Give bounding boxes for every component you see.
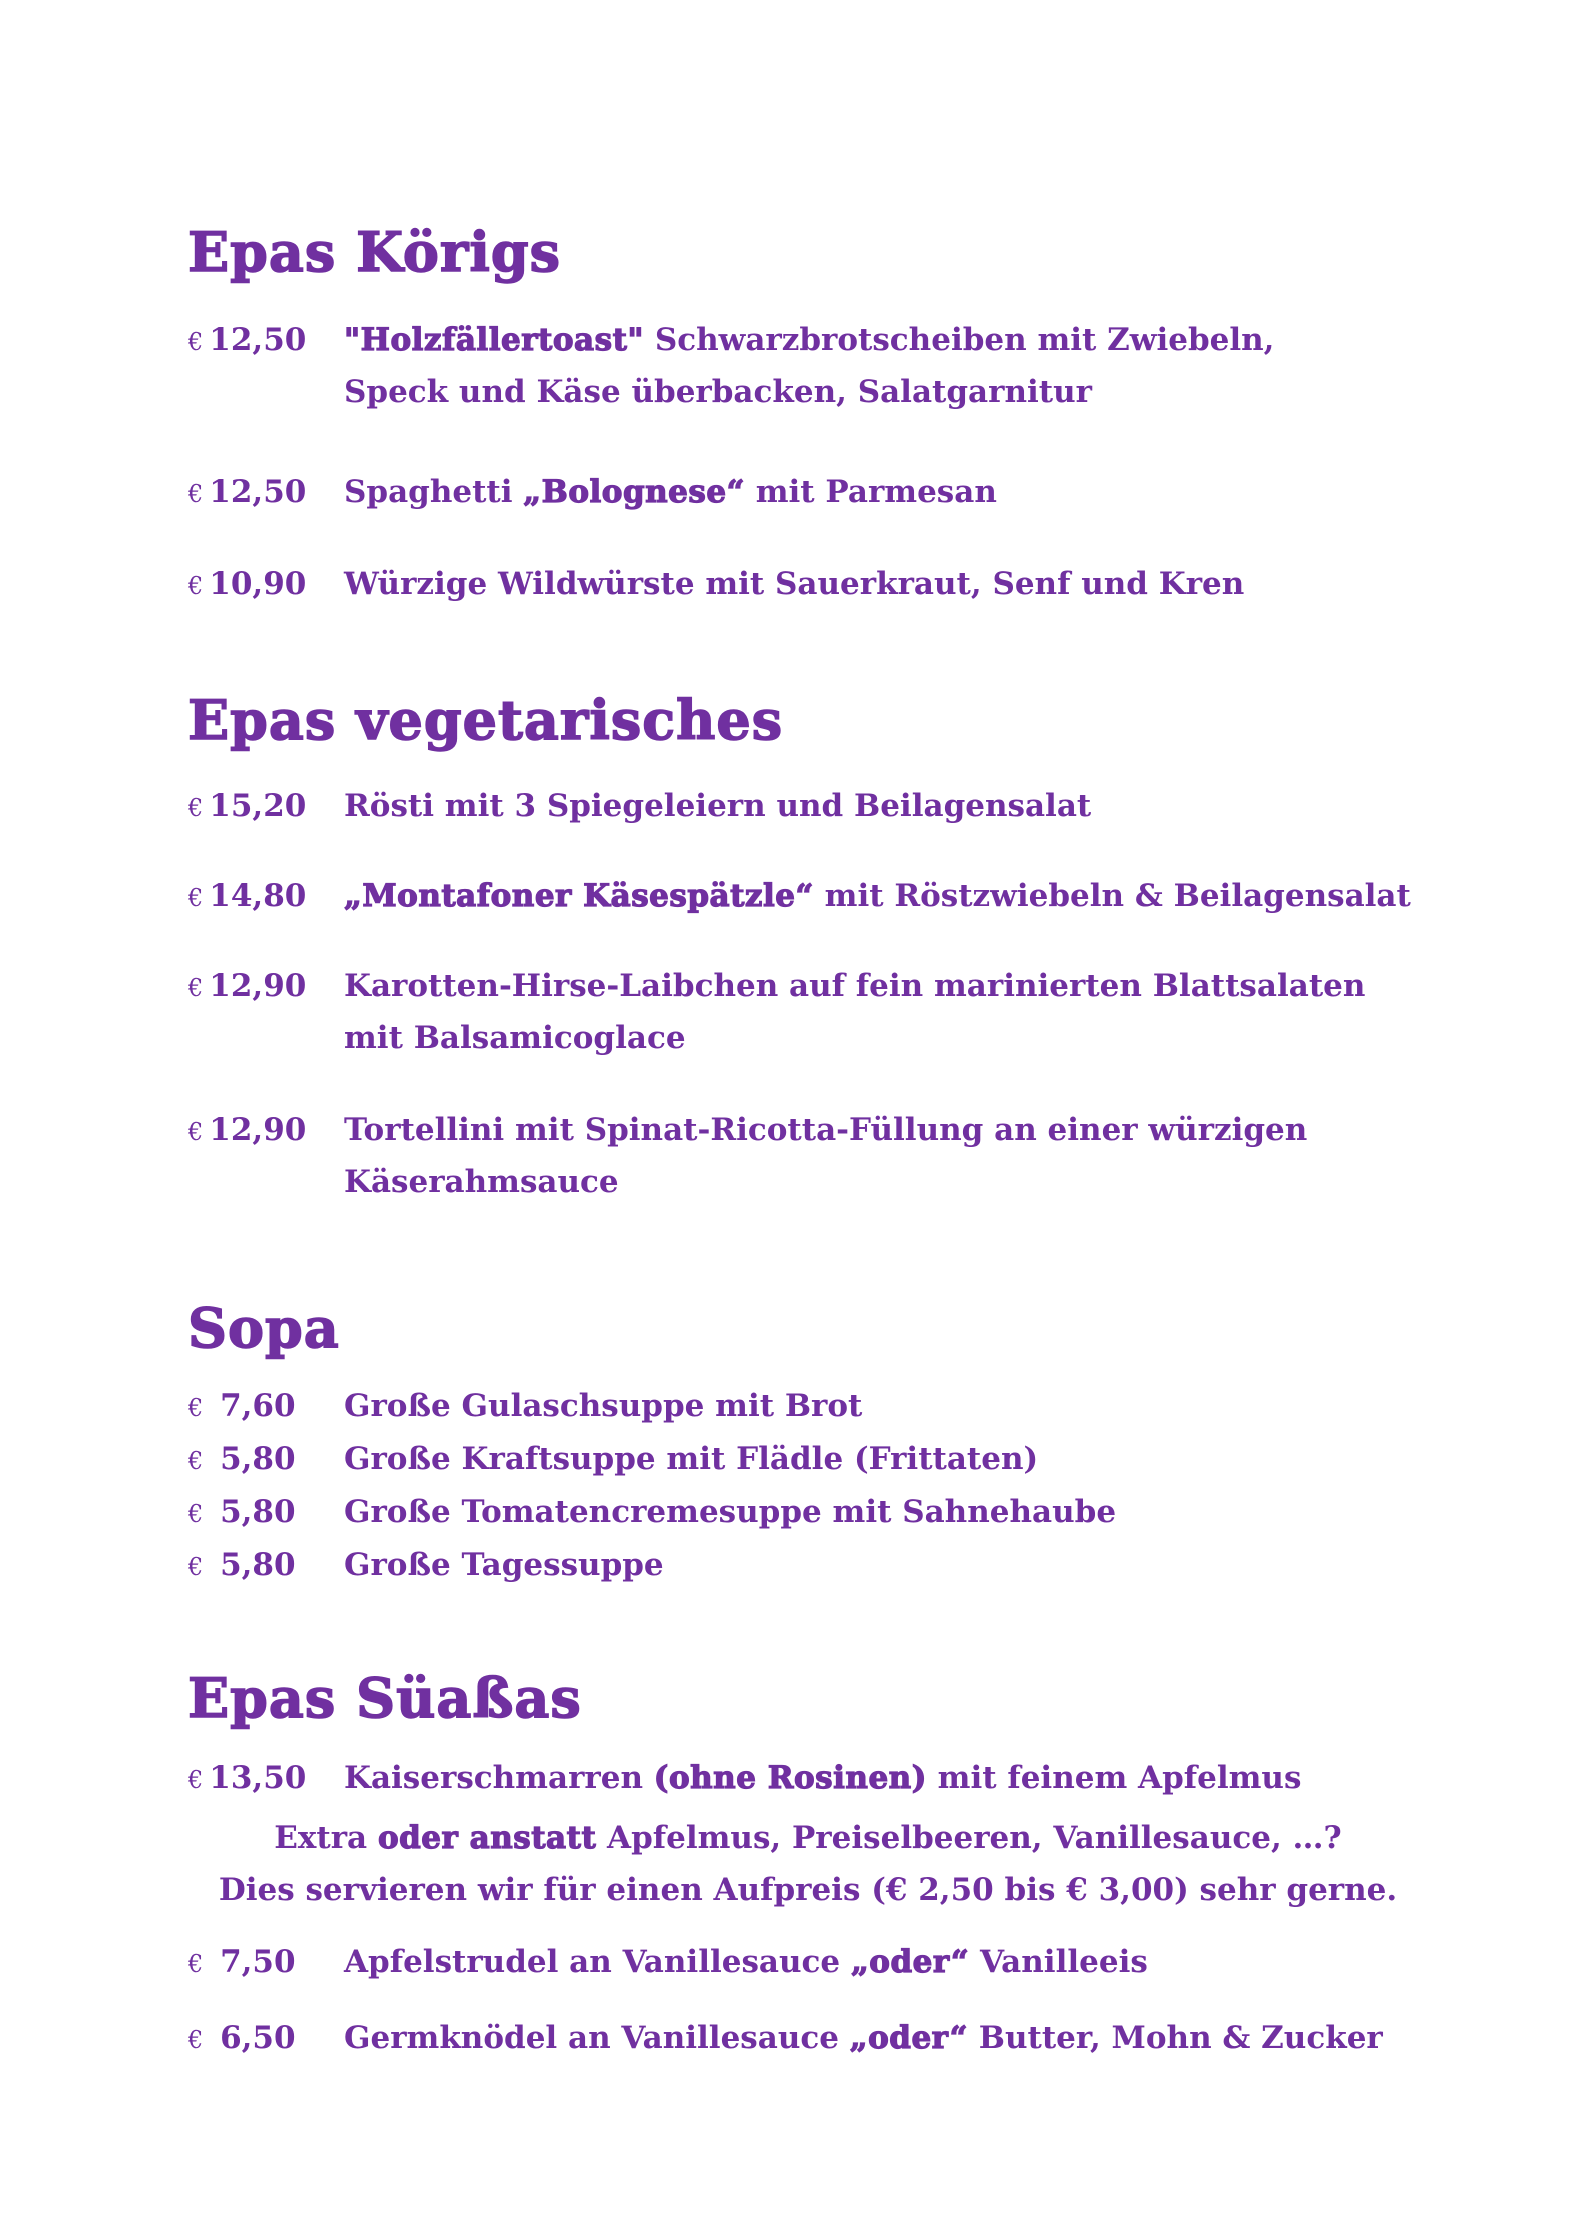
item-price: € 10,90 <box>188 566 307 602</box>
section-epas-sueassas <box>188 1666 1488 2056</box>
item-description: Große Tagessuppe <box>344 1547 664 1583</box>
item-description: Germknödel an Vanillesauce „oder“ Butter, Mohn & Zucker <box>344 2020 1383 2056</box>
section-title: Epas Süaßas <box>188 1666 582 1730</box>
item-description: Kaiserschmarren (ohne Rosinen) mit feinem Apfelmus <box>344 1760 1302 1796</box>
section-epas-koerigs <box>188 220 1488 602</box>
item-description: „Montafoner Käsespätzle“ mit Röstzwiebeln & Beilagensalat <box>344 878 1411 914</box>
item-price: € 12,50 <box>188 322 307 358</box>
section-epas-vegetarisches <box>188 688 1488 1200</box>
item-price: € 5,80 <box>188 1494 296 1530</box>
section-title: Epas vegetarisches <box>188 688 784 752</box>
item-description: Karotten-Hirse-Laibchen auf fein marinierten Blattsalaten mit Balsamicoglace <box>344 968 1366 1056</box>
item-price: € 12,50 <box>188 474 307 510</box>
item-description: Rösti mit 3 Spiegeleiern und Beilagensalat <box>344 788 1092 824</box>
item-description: "Holzfällertoast" Schwarzbrotscheiben mit Zwiebeln, Speck und Käse überbacken, Salatgarnitur <box>344 322 1275 410</box>
item-price: € 5,80 <box>188 1441 296 1477</box>
item-description: Tortellini mit Spinat-Ricotta-Füllung an einer würzigen Käserahmsauce <box>344 1112 1308 1200</box>
item-description: Würzige Wildwürste mit Sauerkraut, Senf und Kren <box>344 566 1245 602</box>
item-description: Große Gulaschsuppe mit Brot <box>344 1388 863 1424</box>
item-price: € 15,20 <box>188 788 307 824</box>
section-title: Sopa <box>188 1296 340 1360</box>
item-description: Apfelstrudel an Vanillesauce „oder“ Vanilleeis <box>344 1944 1148 1980</box>
section-title: Epas Körigs <box>188 220 561 284</box>
item-price: € 13,50 <box>188 1760 307 1796</box>
item-price: € 6,50 <box>188 2020 296 2056</box>
section-sopa <box>188 1296 1488 1583</box>
extras-note: Extra oder anstatt Apfelmus, Preiselbeeren, Vanillesauce, …? Dies servieren wir für einen Aufpreis (€ 2,50 bis € 3,00) sehr gerne. <box>218 1820 1398 1908</box>
item-description: Große Tomatencremesuppe mit Sahnehaube <box>344 1494 1117 1530</box>
item-price: € 12,90 <box>188 968 307 1004</box>
item-price: € 7,50 <box>188 1944 296 1980</box>
item-description: Spaghetti „Bolognese“ mit Parmesan <box>344 474 997 510</box>
item-description: Große Kraftsuppe mit Flädle (Frittaten) <box>344 1441 1039 1477</box>
item-price: € 14,80 <box>188 878 307 914</box>
item-price: € 5,80 <box>188 1547 296 1583</box>
item-price: € 12,90 <box>188 1112 307 1148</box>
item-price: € 7,60 <box>188 1388 296 1424</box>
